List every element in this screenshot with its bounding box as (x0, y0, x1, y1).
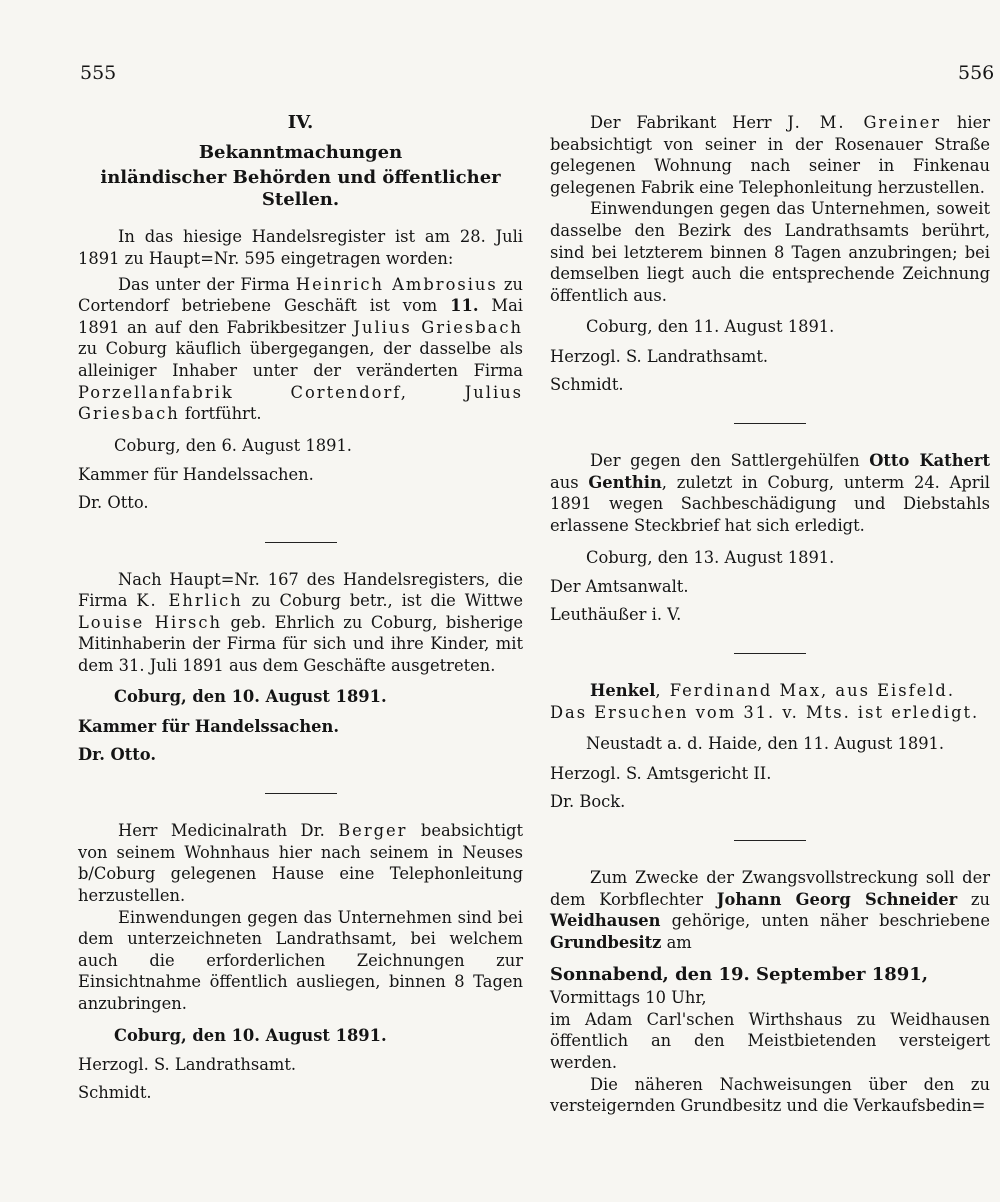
page-number-right: 556 (958, 62, 995, 84)
notice-signature: Leuthäußer i. V. (550, 604, 682, 624)
text-run: 11. (450, 296, 479, 316)
notice-signature: Dr. Bock. (550, 791, 626, 811)
notice-body-2: Einwendungen gegen das Unternehmen sind bei dem unterzeichneten Landrathsamt, bei welchem auch die erforderlichen Zeichnungen zur Einsichtnahme öffentlich ausliegen, binnen 8 Tagen anzubringen. (78, 907, 523, 1013)
notice-body (550, 450, 990, 536)
notice-henkel (550, 680, 990, 812)
notice-body (78, 569, 523, 677)
notice-signature: Schmidt. (550, 374, 624, 394)
notice-date: Coburg, den 10. August 1891. (114, 687, 387, 707)
notice-body-2: im Adam Carl'schen Wirthshaus zu Weidhausen öffentlich an den Meistbietenden versteigert werden. (550, 1009, 990, 1072)
divider (265, 542, 337, 543)
text-run: hier beabsichtigt von seiner in der Rosenauer Straße gelegenen Wohnung nach seiner in Finkenau gelegenen Fabrik eine Telephonleitung herzustellen. (550, 113, 990, 197)
place-name: Weidhausen (550, 911, 661, 931)
notice-signature: Dr. Otto. (78, 492, 149, 512)
text-run: zu Coburg käuflich übergegangen, der dasselbe als alleiniger Inhaber unter der veränderten Firma (78, 339, 523, 380)
notice-body-3: Die näheren Nachweisungen über den zu versteigernden Grundbesitz und die Verkaufsbedin= (550, 1074, 990, 1116)
divider (734, 840, 806, 841)
firm-name: Heinrich Ambrosius (295, 274, 498, 294)
notice-date: Coburg, den 6. August 1891. (114, 435, 352, 455)
notice-body (550, 867, 990, 953)
notice-warrant-kathert (550, 450, 990, 625)
section-title: Bekanntmachungen (198, 141, 403, 163)
notice-intro: In das hiesige Handelsregister ist am 28. Juli 1891 zu Haupt=Nr. 595 eingetragen worden: (78, 227, 523, 268)
firm-name: Porzellanfabrik Cortendorf, Julius Griesbach (78, 382, 523, 424)
text-run: gehörige, unten näher beschriebene (660, 911, 990, 931)
text-run: zu (957, 889, 990, 909)
text-run: fortführt. (179, 404, 262, 424)
left-column (78, 112, 523, 1103)
notice-signature: Schmidt. (78, 1082, 152, 1102)
notice-authority: Herzogl. S. Landrathsamt. (550, 346, 769, 366)
auction-time: Vormittags 10 Uhr, (550, 988, 707, 1008)
notice-body (78, 820, 523, 906)
notice-signature: Dr. Otto. (78, 744, 157, 764)
person-name: Henkel (590, 681, 656, 701)
person-name: Berger (338, 821, 408, 841)
text-run: zu Coburg betr., ist die Wittwe (242, 591, 524, 611)
divider (734, 653, 806, 654)
person-name: Louise Hirsch (78, 612, 222, 632)
notice-body-2: Das Ersuchen vom 31. v. Mts. ist erledigt. (550, 702, 980, 722)
page-number-left: 555 (80, 62, 117, 84)
text-run: zu Cortendorf betriebene Geschäft ist vom (78, 274, 523, 316)
text-run: Der Fabrikant Herr (590, 113, 788, 132)
text-run: Herr Medicinalrath Dr. (118, 821, 339, 841)
firm-name: K. Ehrlich (136, 591, 243, 611)
person-name: Johann Georg Schneider (716, 889, 958, 909)
notice-date: Coburg, den 11. August 1891. (586, 317, 835, 337)
auction-date: Sonnabend, den 19. September 1891, (550, 963, 929, 985)
text-run: Nach Haupt=Nr. 167 des Handelsregisters, die Firma (78, 569, 523, 611)
text-run: , Ferdinand Max, aus Eisfeld. (655, 681, 956, 701)
person-name: Julius Griesbach (353, 317, 523, 337)
text-run: aus (550, 472, 589, 492)
notice-telephone-greiner (550, 112, 990, 395)
notice-auction-schneider (550, 867, 990, 1117)
section-subtitle: inländischer Behörden und öffentlicher Stellen. (100, 167, 501, 210)
notice-authority: Kammer für Handelssachen. (78, 717, 340, 737)
divider (734, 423, 806, 424)
right-column (550, 112, 990, 1117)
notice-handelsregister-ehrlich (78, 569, 523, 766)
place-name: Genthin (588, 472, 662, 492)
notice-handelsregister-ambrosius (78, 226, 523, 513)
text-run: Das unter der Firma (118, 274, 296, 294)
text-run: Zum Zwecke der Zwangsvollstreckung soll der dem Korbflechter (550, 868, 990, 909)
person-name: J. M. Greiner (787, 113, 941, 132)
notice-authority: Der Amtsanwalt. (550, 577, 689, 597)
person-name: Otto Kathert (869, 451, 990, 471)
text-run: am (661, 933, 692, 953)
notice-body-2: Einwendungen gegen das Unternehmen, soweit dasselbe den Bezirk des Landrathsamts berührt, sind bei letzterem binnen 8 Tagen anzubringen; bei demselben liegt auch die entsprechende Zeichnung öffentlich aus. (550, 199, 990, 305)
notice-date: Neustadt a. d. Haide, den 11. August 1891. (586, 734, 945, 754)
notice-authority: Herzogl. S. Landrathsamt. (78, 1055, 297, 1075)
notice-authority: Herzogl. S. Amtsgericht II. (550, 764, 772, 784)
text-run: beabsichtigt von seinem Wohnhaus hier nach seinem in Neuses b/Coburg gelegenen Hause eine Telephonleitung herzustellen. (78, 821, 523, 906)
text-run: , zuletzt in Coburg, unterm 24. April 1891 wegen Sachbeschädigung und Diebstahls erlassene Steckbrief hat sich erledigt. (550, 472, 990, 535)
text-run: Grundbesitz (550, 933, 662, 953)
divider (265, 793, 337, 794)
notice-body (550, 680, 990, 702)
notice-date: Coburg, den 13. August 1891. (586, 547, 835, 567)
notice-date: Coburg, den 10. August 1891. (114, 1025, 387, 1045)
section-number: IV. (287, 112, 314, 133)
notice-body (78, 274, 523, 425)
text-run: Der gegen den Sattlergehülfen (590, 451, 870, 471)
notice-authority: Kammer für Handelssachen. (78, 465, 314, 485)
text-run: Mai 1891 an auf den Fabrikbesitzer (78, 296, 523, 337)
notice-body (550, 112, 990, 198)
notice-telephone-berger (78, 820, 523, 1103)
text-run: geb. Ehrlich zu Coburg, bisherige Mitinhaberin der Firma für sich und ihre Kinder, mit dem 31. Juli 1891 aus dem Geschäfte ausgetreten. (78, 612, 524, 675)
